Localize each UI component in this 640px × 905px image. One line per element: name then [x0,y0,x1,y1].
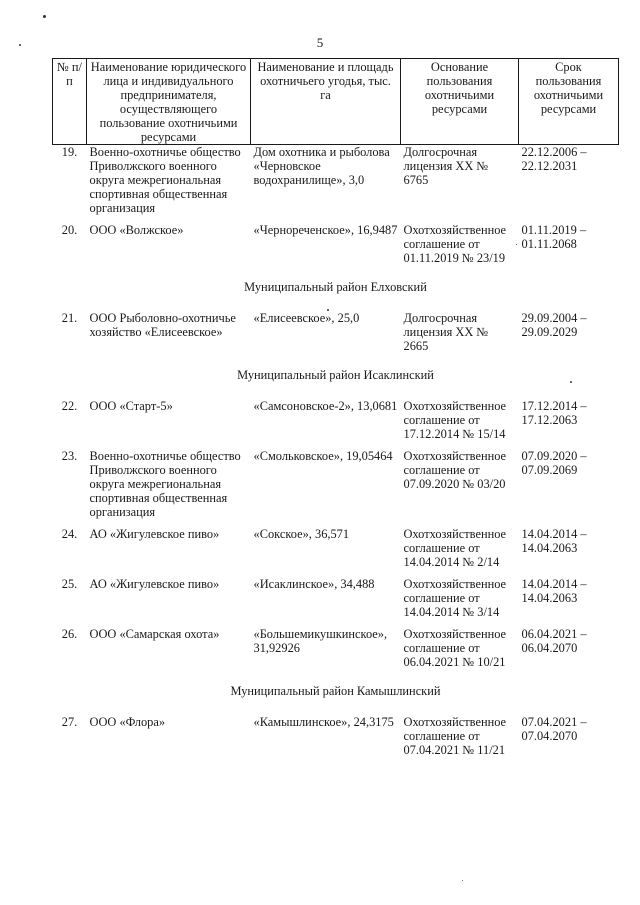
entity-name: Военно-охотничье общество Приволжского военного округа межрегиональная спортивная общественная организация [89,145,241,215]
district-heading-row [53,273,619,311]
scan-speck [516,244,517,245]
usage-basis: Долгосрочная лицензия ХХ № 2665 [403,311,489,353]
usage-basis: Охотхозяйственное соглашение от 14.04.2014 № 2/14 [403,527,507,569]
entity-name: ООО «Флора» [89,715,166,729]
hunting-ground: «Смольковское», 19,05464 [253,449,393,463]
hunting-ground: «Елисеевское», 25,0 [253,311,360,325]
scan-speck [19,44,21,46]
scan-speck [570,381,572,383]
usage-term: 07.09.2020 – 07.09.2069 [521,449,587,477]
scan-speck [327,309,329,311]
page-number: 5 [316,35,324,50]
usage-term: 29.09.2004 – 29.09.2029 [521,311,587,339]
district-heading-row [53,361,619,399]
table-row [53,527,619,577]
table-row [53,627,619,677]
row-number: 25. [61,577,78,591]
usage-term: 14.04.2014 – 14.04.2063 [521,577,587,605]
hunting-ground: «Самсоновское-2», 13,0681 [253,399,398,413]
usage-basis: Охотхозяйственное соглашение от 17.12.2014 № 15/14 [403,399,507,441]
row-number: 22. [61,399,78,413]
scan-speck [462,880,463,881]
entity-name: ООО «Самарская охота» [89,627,220,641]
hunting-ground: «Исаклинское», 34,488 [253,577,375,591]
row-number: 19. [61,145,78,159]
header-ground: Наименование и площадь охотничьего угодья, тыс. га [251,59,401,145]
entity-name: ООО «Старт-5» [89,399,173,413]
entity-name: ООО Рыболовно-охотничье хозяйство «Елисеевское» [89,311,236,339]
usage-term: 22.12.2006 – 22.12.2031 [521,145,587,173]
header-basis: Основание пользования охотничьими ресурсами [401,59,519,145]
table-row [53,145,619,224]
hunting-ground: «Камышлинское», 24,3175 [253,715,394,729]
usage-term: 17.12.2014 – 17.12.2063 [521,399,587,427]
hunting-ground: «Большемикушкинское», 31,92926 [253,627,388,655]
usage-basis: Охотхозяйственное соглашение от 07.09.2020 № 03/20 [403,449,507,491]
entity-name: ООО «Волжское» [89,223,184,237]
row-number: 20. [61,223,78,237]
header-entity: Наименование юридического лица и индивидуального предпринимателя, осуществляющего пользование охотничьими ресурсами [87,59,251,145]
usage-term: 07.04.2021 – 07.04.2070 [521,715,587,743]
row-number: 26. [61,627,78,641]
usage-basis: Охотхозяйственное соглашение от 14.04.2014 № 3/14 [403,577,507,619]
table-row [53,311,619,361]
table-body [53,145,619,766]
hunting-ground: Дом охотника и рыболова «Черновское водохранилище», 3,0 [253,145,390,187]
entity-name: Военно-охотничье общество Приволжского военного округа межрегиональная спортивная общественная организация [89,449,241,519]
hunting-grounds-table [52,58,619,765]
usage-basis: Охотхозяйственное соглашение от 06.04.2021 № 10/21 [403,627,507,669]
table-row [53,715,619,765]
hunting-ground: «Чернореченское», 16,9487 [253,223,398,237]
table-row [53,449,619,527]
usage-basis: Долгосрочная лицензия ХХ № 6765 [403,145,489,187]
hunting-ground: «Сокское», 36,571 [253,527,350,541]
header-number: № п/п [53,59,87,145]
table-row [53,577,619,627]
district-heading-row [53,677,619,715]
table-row [53,399,619,449]
district-heading: Муниципальный район Камышлинский [230,684,441,698]
entity-name: АО «Жигулевское пиво» [89,527,220,541]
row-number: 27. [61,715,78,729]
row-number: 23. [61,449,78,463]
entity-name: АО «Жигулевское пиво» [89,577,220,591]
scan-speck [43,15,46,18]
row-number: 24. [61,527,78,541]
usage-term: 01.11.2019 – 01.11.2068 [521,223,587,251]
table-header [53,59,619,145]
usage-term: 06.04.2021 – 06.04.2070 [521,627,587,655]
district-heading: Муниципальный район Елховский [244,280,427,294]
header-term: Срок пользования охотничьими ресурсами [519,59,619,145]
usage-term: 14.04.2014 – 14.04.2063 [521,527,587,555]
usage-basis: Охотхозяйственное соглашение от 01.11.2019 № 23/19 [403,223,507,265]
table-row [53,223,619,273]
usage-basis: Охотхозяйственное соглашение от 07.04.2021 № 11/21 [403,715,507,757]
district-heading: Муниципальный район Исаклинский [237,368,434,382]
row-number: 21. [61,311,78,325]
